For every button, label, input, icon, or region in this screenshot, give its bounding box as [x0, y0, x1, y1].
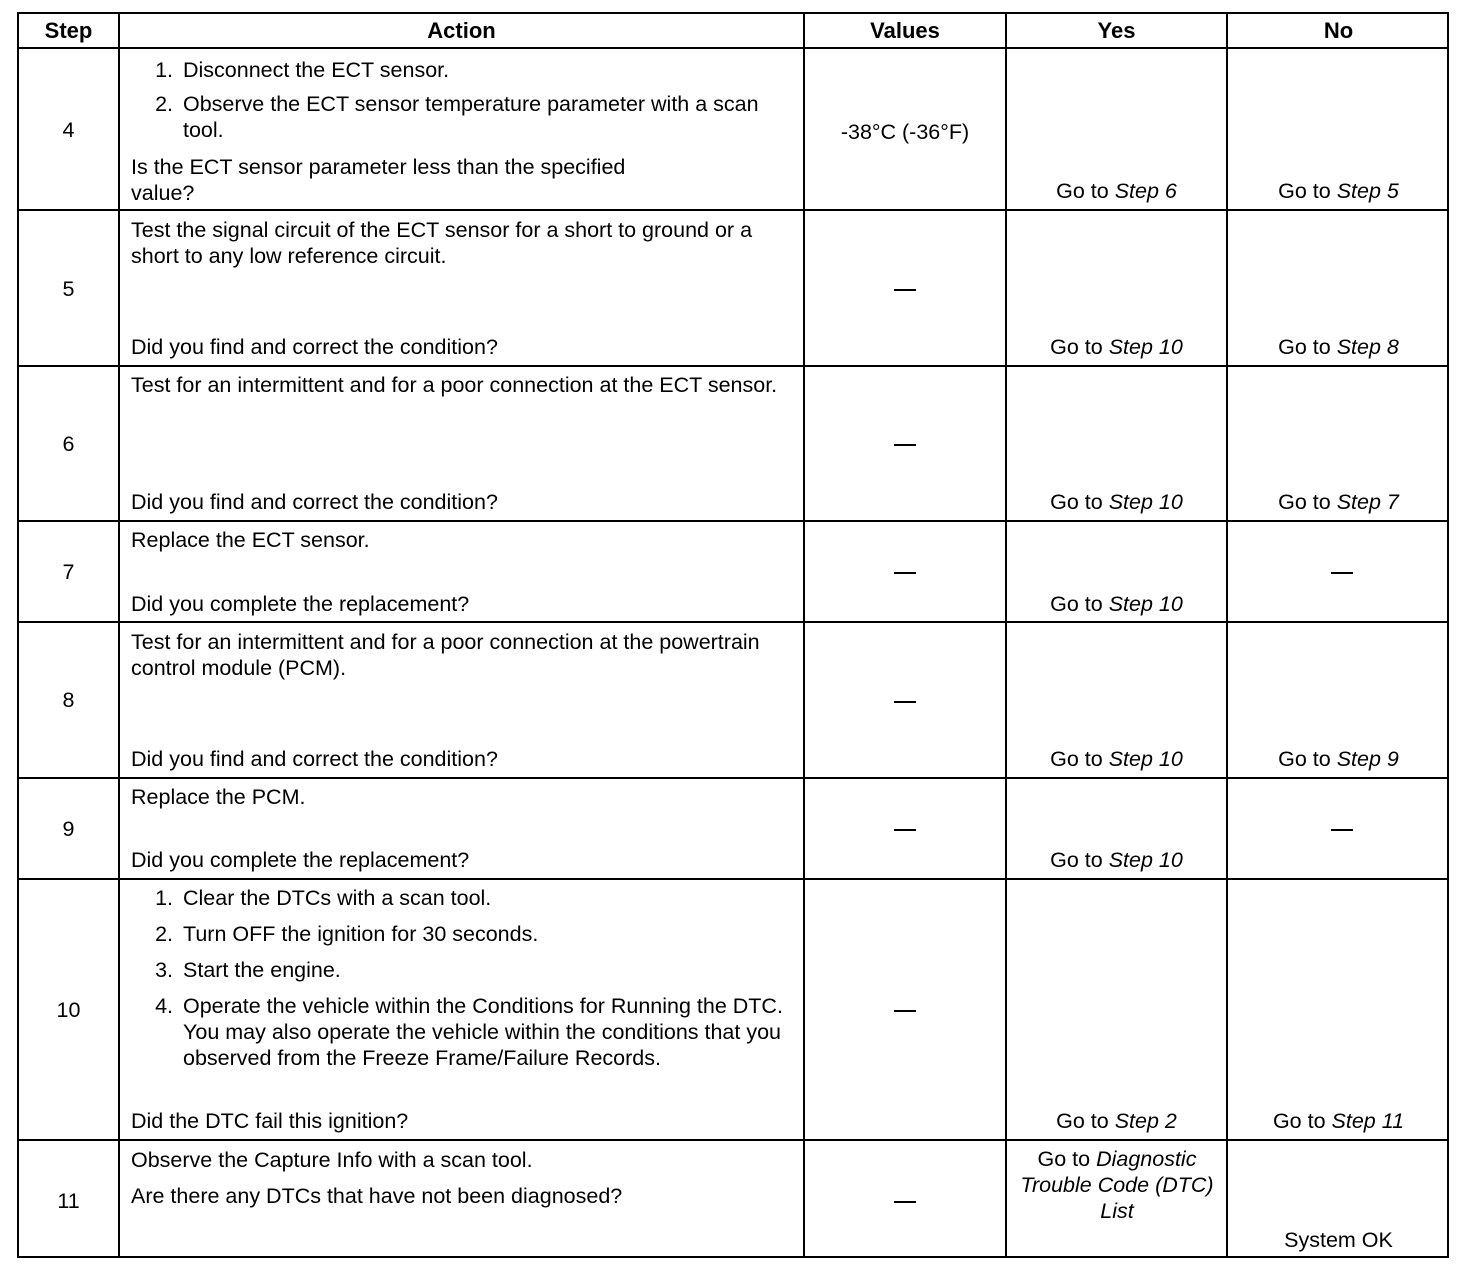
step-link: Step 2 [1114, 1109, 1177, 1133]
yes-cell: Go to Step 10 [1050, 592, 1183, 616]
step-link: Diagnostic Trouble Code (DTC) List [1020, 1147, 1214, 1223]
action-question: Did the DTC fail this ignition? [131, 1109, 409, 1133]
yes-cell: Go to Step 10 [1050, 490, 1183, 514]
step-link: Step 10 [1108, 747, 1183, 771]
action-item: Clear the DTCs with a scan tool. [183, 886, 492, 910]
no-dash [1331, 572, 1353, 574]
header-values: Values [870, 18, 940, 43]
value-cell: -38°C (-36°F) [840, 120, 970, 144]
row-divider [19, 209, 1447, 211]
yes-cell: Go to Diagnostic Trouble Code (DTC) List [1020, 1147, 1214, 1223]
row-divider [19, 365, 1447, 367]
row-divider [19, 878, 1447, 880]
action-item: Turn OFF the ignition for 30 seconds. [183, 922, 539, 946]
value-dash [894, 444, 916, 446]
action-item: Observe the ECT sensor temperature parameter with a scan tool. [183, 92, 759, 142]
value-dash [894, 1010, 916, 1012]
header-no: No [1323, 18, 1354, 43]
action-question: Did you find and correct the condition? [131, 335, 498, 359]
step-link: Step 10 [1108, 848, 1183, 872]
action-question: Did you complete the replacement? [131, 848, 470, 872]
yes-cell: Go to Step 10 [1050, 747, 1183, 771]
step-number: 5 [62, 277, 75, 301]
no-cell: System OK [1284, 1228, 1393, 1252]
row-divider [19, 621, 1447, 623]
action-text: Test the signal circuit of the ECT sensor for a short to ground or a short to any low reference circuit. [131, 218, 753, 268]
column-divider [118, 14, 120, 1256]
header-action: Action [427, 18, 496, 43]
action-item: Operate the vehicle within the Conditions for Running the DTC. You may also operate the vehicle within the conditions that you observed from the Freeze Frame/Failure Records. [183, 994, 783, 1070]
step-number: 4 [62, 118, 75, 142]
step-number: 7 [62, 560, 75, 584]
no-cell: Go to Step 7 [1278, 490, 1399, 514]
action-question: Did you find and correct the condition? [131, 747, 498, 771]
action-question: Did you find and correct the condition? [131, 490, 498, 514]
value-dash [894, 572, 916, 574]
step-number: 9 [62, 817, 75, 841]
no-cell: Go to Step 9 [1278, 747, 1399, 771]
action-text: Test for an intermittent and for a poor connection at the powertrain control module (PCM). [131, 630, 760, 680]
step-link: Step 10 [1108, 592, 1183, 616]
step-number: 10 [56, 998, 81, 1022]
row-divider [19, 1139, 1447, 1141]
no-dash [1331, 829, 1353, 831]
value-dash [894, 701, 916, 703]
step-link: Step 7 [1336, 490, 1399, 514]
no-cell: Go to Step 11 [1272, 1109, 1405, 1133]
yes-cell: Go to Step 10 [1050, 335, 1183, 359]
step-link: Step 10 [1108, 335, 1183, 359]
action-steps: 1. Clear the DTCs with a scan tool. 2. Turn OFF the ignition for 30 seconds. 3. Start the engine. 4. Operate the vehicle within the Conditions for Running the DTC. You may also operate the vehicle within the conditions that you observed from the Freeze Frame/Failure Records. [149, 885, 803, 1071]
step-link: Step 8 [1336, 335, 1399, 359]
step-link: Step 11 [1331, 1109, 1405, 1133]
step-link: Step 6 [1114, 179, 1177, 203]
column-divider [803, 14, 805, 1256]
step-number: 8 [62, 688, 75, 712]
step-number: 11 [57, 1189, 80, 1213]
no-cell: Go to Step 8 [1278, 335, 1399, 359]
action-question: Is the ECT sensor parameter less than the specified value? [131, 155, 626, 205]
action-text: Replace the PCM. [131, 785, 306, 809]
action-text: Test for an intermittent and for a poor connection at the ECT sensor. [131, 373, 778, 397]
row-divider [19, 520, 1447, 522]
step-link: Step 5 [1336, 179, 1399, 203]
step-number: 6 [62, 432, 75, 456]
diagnostic-table [17, 12, 1449, 1258]
header-step: Step [44, 18, 93, 43]
action-item: Disconnect the ECT sensor. [183, 58, 450, 82]
action-question: Are there any DTCs that have not been diagnosed? [131, 1184, 623, 1208]
row-divider [19, 777, 1447, 779]
value-dash [894, 1201, 916, 1203]
action-steps: 1. Disconnect the ECT sensor. 2. Observe the ECT sensor temperature parameter with a scan tool. [149, 57, 803, 143]
yes-cell: Go to Step 10 [1050, 848, 1183, 872]
step-link: Step 9 [1336, 747, 1399, 771]
value-dash [894, 829, 916, 831]
yes-cell: Go to Step 2 [1056, 1109, 1177, 1133]
action-text: Observe the Capture Info with a scan tool. [131, 1148, 533, 1172]
action-text: Replace the ECT sensor. [131, 528, 370, 552]
header-yes: Yes [1097, 18, 1136, 43]
value-dash [894, 289, 916, 291]
step-link: Step 10 [1108, 490, 1183, 514]
action-item: Start the engine. [183, 958, 341, 982]
yes-cell: Go to Step 6 [1056, 179, 1177, 203]
action-question: Did you complete the replacement? [131, 592, 470, 616]
no-cell: Go to Step 5 [1278, 179, 1399, 203]
